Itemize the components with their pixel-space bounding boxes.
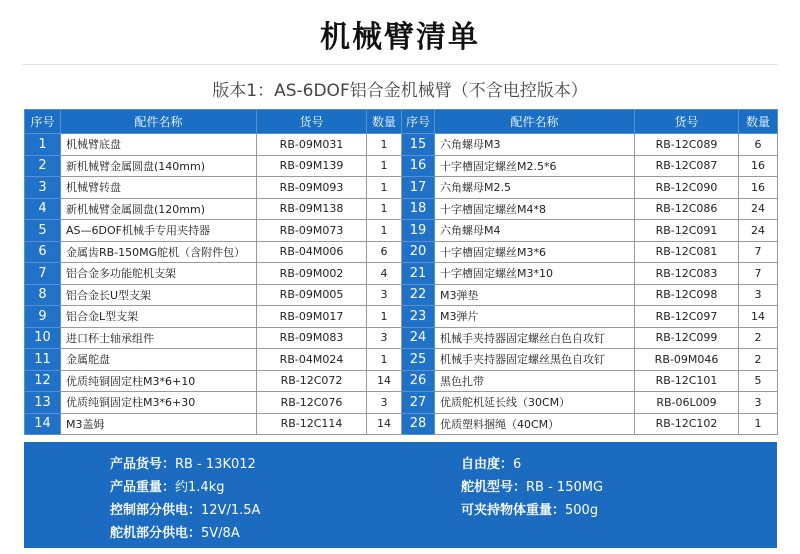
part-code: RB-09M083 [257,327,367,349]
part-code: RB-04M024 [257,349,367,371]
part-name: 十字槽固定螺丝M3*10 [435,263,635,285]
part-quantity: 14 [739,306,778,328]
part-quantity: 4 [367,263,402,285]
part-quantity: 1 [739,413,778,435]
part-quantity: 2 [739,327,778,349]
header-qty: 数量 [739,110,778,134]
part-name: M3弹垫 [435,284,635,306]
part-quantity: 1 [367,349,402,371]
part-quantity: 3 [367,392,402,414]
row-number: 6 [25,241,61,263]
part-name: 金属舵盘 [61,349,257,371]
spec-value: RB - 13K012 [175,457,256,472]
part-name: 十字槽固定螺丝M3*6 [435,241,635,263]
spec-label: 可夹持物体重量： [461,503,566,518]
part-name: 铝合金L型支架 [61,306,257,328]
spec-value: 12V/1.5A [201,503,261,518]
part-code: RB-09M005 [257,284,367,306]
part-code: RB-12C097 [635,306,739,328]
row-number: 18 [402,198,435,220]
table-row [25,198,778,220]
part-name: AS—6DOF机械手专用夹持器 [61,220,257,242]
spec-value: RB - 150MG [526,480,604,495]
part-quantity: 3 [739,392,778,414]
table-row [25,177,778,199]
row-number: 22 [402,284,435,306]
header-code: 货号 [257,110,367,134]
part-quantity: 3 [367,284,402,306]
parts-table [24,109,778,435]
row-number: 11 [25,349,61,371]
table-row [25,155,778,177]
part-code: RB-12C081 [635,241,739,263]
header-no: 序号 [402,110,435,134]
part-name: 机械手夹持器固定螺丝白色自攻钉 [435,327,635,349]
spec-value: 500g [565,503,599,518]
part-name: 优质舵机延长线（30CM） [435,392,635,414]
part-name: 优质塑料捆绳（40CM） [435,413,635,435]
spec-label: 控制部分供电： [110,503,202,518]
spec-label: 舵机型号： [461,480,527,495]
row-number: 28 [402,413,435,435]
part-name: 六角螺母M2.5 [435,177,635,199]
row-number: 7 [25,263,61,285]
part-name: 铝合金长U型支架 [61,284,257,306]
part-name: 铝合金多功能舵机支架 [61,263,257,285]
header-name: 配件名称 [435,110,635,134]
part-quantity: 3 [367,327,402,349]
spec-panel [24,442,777,548]
part-code: RB-09M073 [257,220,367,242]
table-row [25,241,778,263]
row-number: 10 [25,327,61,349]
row-number: 8 [25,284,61,306]
part-code: RB-12C072 [257,370,367,392]
header-no: 序号 [25,110,61,134]
spec-max-load [461,499,598,518]
spec-dof [461,453,521,472]
part-code: RB-04M006 [257,241,367,263]
row-number: 2 [25,155,61,177]
part-name: 黑色扎带 [435,370,635,392]
spec-label: 产品重量： [110,480,176,495]
part-quantity: 6 [367,241,402,263]
part-code: RB-12C086 [635,198,739,220]
row-number: 17 [402,177,435,199]
part-name: 六角螺母M4 [435,220,635,242]
header-name: 配件名称 [61,110,257,134]
row-number: 27 [402,392,435,414]
row-number: 13 [25,392,61,414]
part-code: RB-12C101 [635,370,739,392]
spec-control-power [110,499,260,518]
part-code: RB-12C083 [635,263,739,285]
part-name: 机械手夹持器固定螺丝黑色自攻钉 [435,349,635,371]
part-name: 十字槽固定螺丝M4*8 [435,198,635,220]
row-number: 16 [402,155,435,177]
part-quantity: 16 [739,155,778,177]
table-row [25,220,778,242]
table-row [25,284,778,306]
spec-value: 约1.4kg [175,480,225,495]
part-name: 机械臂转盘 [61,177,257,199]
part-quantity: 2 [739,349,778,371]
part-code: RB-12C076 [257,392,367,414]
spec-servo-power [110,522,240,541]
table-row [25,349,778,371]
part-name: 十字槽固定螺丝M2.5*6 [435,155,635,177]
header-qty: 数量 [367,110,402,134]
part-code: RB-09M138 [257,198,367,220]
row-number: 5 [25,220,61,242]
table-row [25,413,778,435]
part-quantity: 7 [739,263,778,285]
spec-label: 自由度： [461,457,514,472]
part-name: 优质纯铜固定柱M3*6+30 [61,392,257,414]
part-code: RB-09M002 [257,263,367,285]
spec-product-code [110,453,256,472]
part-code: RB-12C114 [257,413,367,435]
part-quantity: 24 [739,220,778,242]
row-number: 12 [25,370,61,392]
part-code: RB-12C087 [635,155,739,177]
part-quantity: 1 [367,177,402,199]
part-code: RB-06L009 [635,392,739,414]
row-number: 14 [25,413,61,435]
spec-value: 6 [513,457,522,472]
part-code: RB-09M046 [635,349,739,371]
spec-servo-model [461,476,603,495]
part-code: RB-12C102 [635,413,739,435]
part-quantity: 1 [367,220,402,242]
part-quantity: 1 [367,155,402,177]
row-number: 23 [402,306,435,328]
part-name: 进口杯士轴承组件 [61,327,257,349]
table-row [25,327,778,349]
row-number: 26 [402,370,435,392]
row-number: 9 [25,306,61,328]
part-code: RB-09M017 [257,306,367,328]
row-number: 15 [402,134,435,156]
row-number: 4 [25,198,61,220]
row-number: 25 [402,349,435,371]
part-code: RB-09M031 [257,134,367,156]
table-row [25,263,778,285]
part-name: 金属齿RB-150MG舵机（含附件包） [61,241,257,263]
part-name: 新机械臂金属圆盘(120mm) [61,198,257,220]
part-quantity: 14 [367,370,402,392]
row-number: 24 [402,327,435,349]
row-number: 1 [25,134,61,156]
spec-label: 产品货号： [110,457,176,472]
part-code: RB-12C099 [635,327,739,349]
part-code: RB-12C090 [635,177,739,199]
page-title: 机械臂清单 [320,20,480,55]
part-code: RB-12C089 [635,134,739,156]
table-row [25,370,778,392]
part-name: 机械臂底盘 [61,134,257,156]
table-header-row [25,110,778,134]
part-quantity: 14 [367,413,402,435]
part-name: M3盖姆 [61,413,257,435]
title-divider [22,64,778,65]
table-row [25,392,778,414]
part-name: M3弹片 [435,306,635,328]
part-quantity: 1 [367,306,402,328]
page-subtitle: 版本1：AS-6DOF铝合金机械臂（不含电控版本） [212,81,588,101]
part-code: RB-09M093 [257,177,367,199]
part-quantity: 5 [739,370,778,392]
part-quantity: 6 [739,134,778,156]
part-name: 优质纯铜固定柱M3*6+10 [61,370,257,392]
part-quantity: 1 [367,134,402,156]
part-quantity: 3 [739,284,778,306]
spec-product-weight [110,476,224,495]
part-code: RB-12C098 [635,284,739,306]
row-number: 19 [402,220,435,242]
part-quantity: 1 [367,198,402,220]
row-number: 21 [402,263,435,285]
row-number: 3 [25,177,61,199]
part-quantity: 24 [739,198,778,220]
header-code: 货号 [635,110,739,134]
table-row [25,306,778,328]
spec-value: 5V/8A [201,526,240,541]
spec-label: 舵机部分供电： [110,526,202,541]
part-code: RB-09M139 [257,155,367,177]
part-code: RB-12C091 [635,220,739,242]
table-row [25,134,778,156]
part-quantity: 7 [739,241,778,263]
part-name: 新机械臂金属圆盘(140mm) [61,155,257,177]
row-number: 20 [402,241,435,263]
part-name: 六角螺母M3 [435,134,635,156]
part-quantity: 16 [739,177,778,199]
